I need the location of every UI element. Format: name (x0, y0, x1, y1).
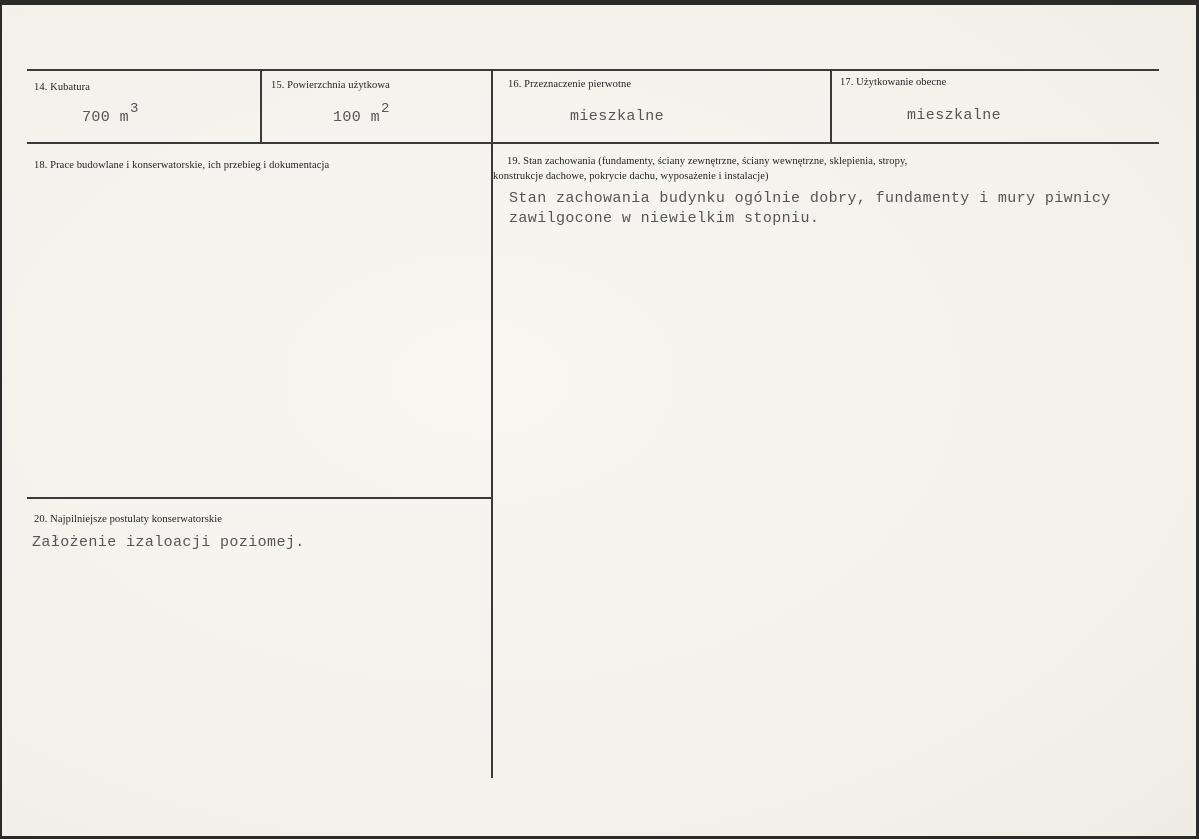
field-17-value: mieszkalne (907, 107, 1002, 124)
field-14-value: 700 m (82, 109, 130, 126)
top-rule (27, 69, 1159, 71)
col-divider-14-15 (260, 70, 262, 144)
field-20-label: 20. Najpilniejsze postulaty konserwatorskie (34, 514, 223, 525)
field-19-text-line2: zawilgocone w niewielkim stopniu. (509, 210, 820, 227)
row-divider (27, 142, 1159, 144)
field-19-label-line1: 19. Stan zachowania (fundamenty, ściany zewnętrzne, ściany wewnętrzne, sklepienia, stropy, (507, 156, 908, 167)
field-14-exponent: 3 (130, 101, 139, 117)
field-14-label: 14. Kubatura (34, 82, 91, 93)
col-divider-16-17 (830, 70, 832, 144)
field-15-label: 15. Powierzchnia użytkowa (271, 80, 390, 91)
field-16-label: 16. Przeznaczenie pierwotne (508, 79, 632, 90)
section-18-20-divider (27, 497, 491, 499)
field-15-exponent: 2 (381, 101, 390, 117)
field-20-text: Założenie izaloacji poziomej. (32, 534, 305, 551)
field-19-label-line2: konstrukcje dachowe, pokrycie dachu, wyposażenie i instalacje) (493, 171, 769, 182)
field-16-value: mieszkalne (570, 108, 665, 125)
record-card (2, 5, 1196, 836)
field-18-label: 18. Prace budowlane i konserwatorskie, ich przebieg i dokumentacja (34, 160, 330, 171)
field-15-value: 100 m (333, 109, 381, 126)
field-17-label: 17. Użytkowanie obecne (840, 77, 947, 88)
field-19-text-line1: Stan zachowania budynku ogólnie dobry, fundamenty i mury piwnicy (509, 190, 1111, 207)
